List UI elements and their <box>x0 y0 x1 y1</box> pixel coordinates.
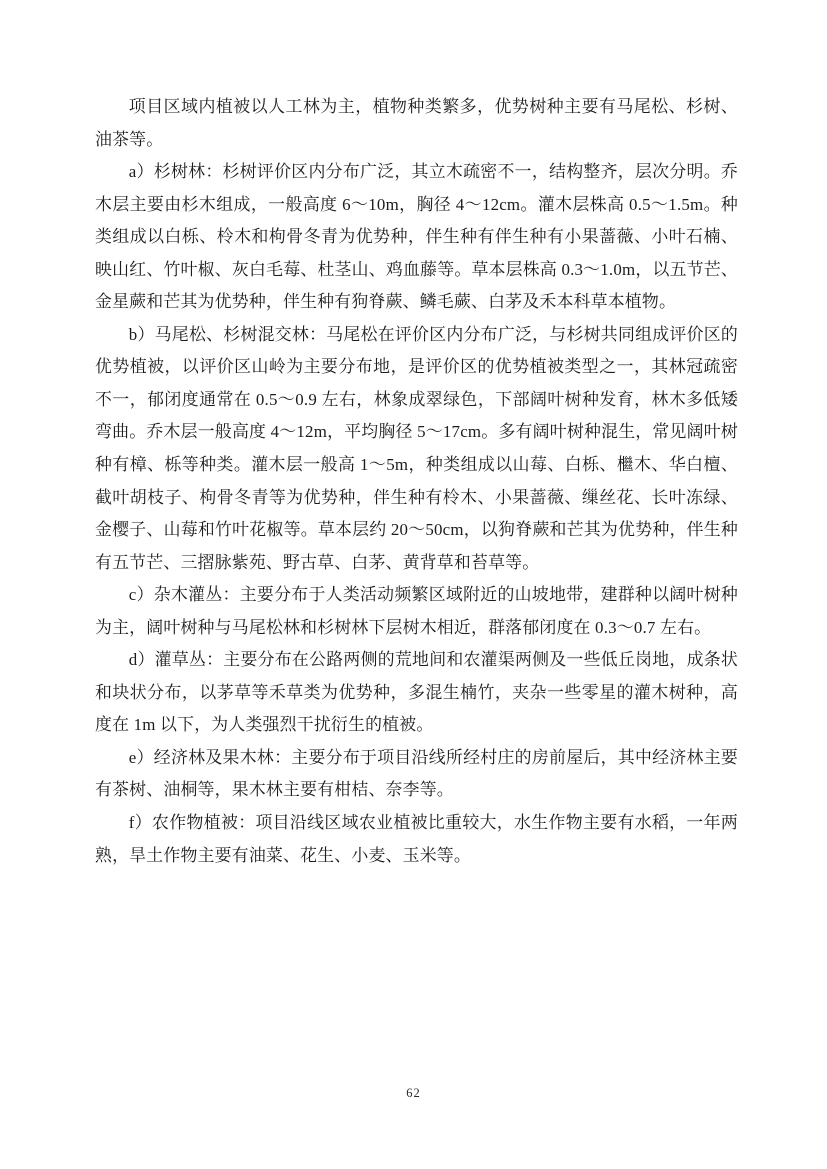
paragraph-item-c-shrubland: c）杂木灌丛：主要分布于人类活动频繁区域附近的山坡地带，建群种以阔叶树种为主，阔叶树种与马尾松林和杉树林下层树木相近，群落郁闭度在 0.3～0.7 左右。 <box>95 585 738 637</box>
page-footer <box>0 1084 827 1102</box>
page-number: 62 <box>406 1086 421 1100</box>
paragraph-item-e-economic-forest: e）经济林及果木林：主要分布于项目沿线所经村庄的房前屋后，其中经济林主要有茶树、油桐等，果木林主要有柑桔、奈李等。 <box>95 747 738 800</box>
paragraph-intro: 项目区域内植被以人工林为主，植物种类繁多，优势树种主要有马尾松、杉树、油茶等。 <box>95 97 738 149</box>
paragraph-item-b-mixed-forest: b）马尾松、杉树混交林：马尾松在评价区内分布广泛，与杉树共同组成评价区的优势植被，以评价区山岭为主要分布地，是评价区的优势植被类型之一，其林冠疏密不一，郁闭度通常在 0.5～0.9 左右，林象成翠绿色，下部阔叶树种发育，林木多低矮弯曲。乔木层一般高度 4～12m，平均胸径 5～17cm。多有阔叶树种混生，常见阔叶树种有樟、栎等种类。灌木层一般高 1～5m，种类组成以山莓、白栎、檵木、华白檀、截叶胡枝子、枸骨冬青等为优势种，伴生种有柃木、小果蔷薇、缫丝花、长叶冻绿、金樱子、山莓和竹叶花椒等。草本层约 20～50cm，以狗脊蕨和芒其为优势种，伴生种有五节芒、三摺脉紫苑、野古草、白茅、黄背草和苔草等。 <box>95 324 738 572</box>
paragraph-item-f-crops: f）农作物植被：项目沿线区域农业植被比重较大，水生作物主要有水稻，一年两熟，旱土作物主要有油菜、花生、小麦、玉米等。 <box>95 813 738 865</box>
document-body <box>95 91 738 872</box>
paragraph-item-a-fir-forest: a）杉树林：杉树评价区内分布广泛，其立木疏密不一，结构整齐，层次分明。乔木层主要由杉木组成，一般高度 6～10m，胸径 4～12cm。灌木层株高 0.5～1.5m。种类组成以白栎、柃木和枸骨冬青为优势种，伴生种有伴生种有小果蔷薇、小叶石楠、映山红、竹叶椒、灰白毛莓、杜茎山、鸡血藤等。草本层株高 0.3～1.0m，以五节芒、金星蕨和芒其为优势种，伴生种有狗脊蕨、鳞毛蕨、白茅及禾本科草本植物。 <box>95 162 738 312</box>
paragraph-item-d-shrub-grass: d）灌草丛：主要分布在公路两侧的荒地间和农灌渠两侧及一些低丘岗地，成条状和块状分布，以茅草等禾草类为优势种，多混生楠竹，夹杂一些零星的灌木树种，高度在 1m 以下，为人类强烈干扰衍生的植被。 <box>95 650 738 735</box>
